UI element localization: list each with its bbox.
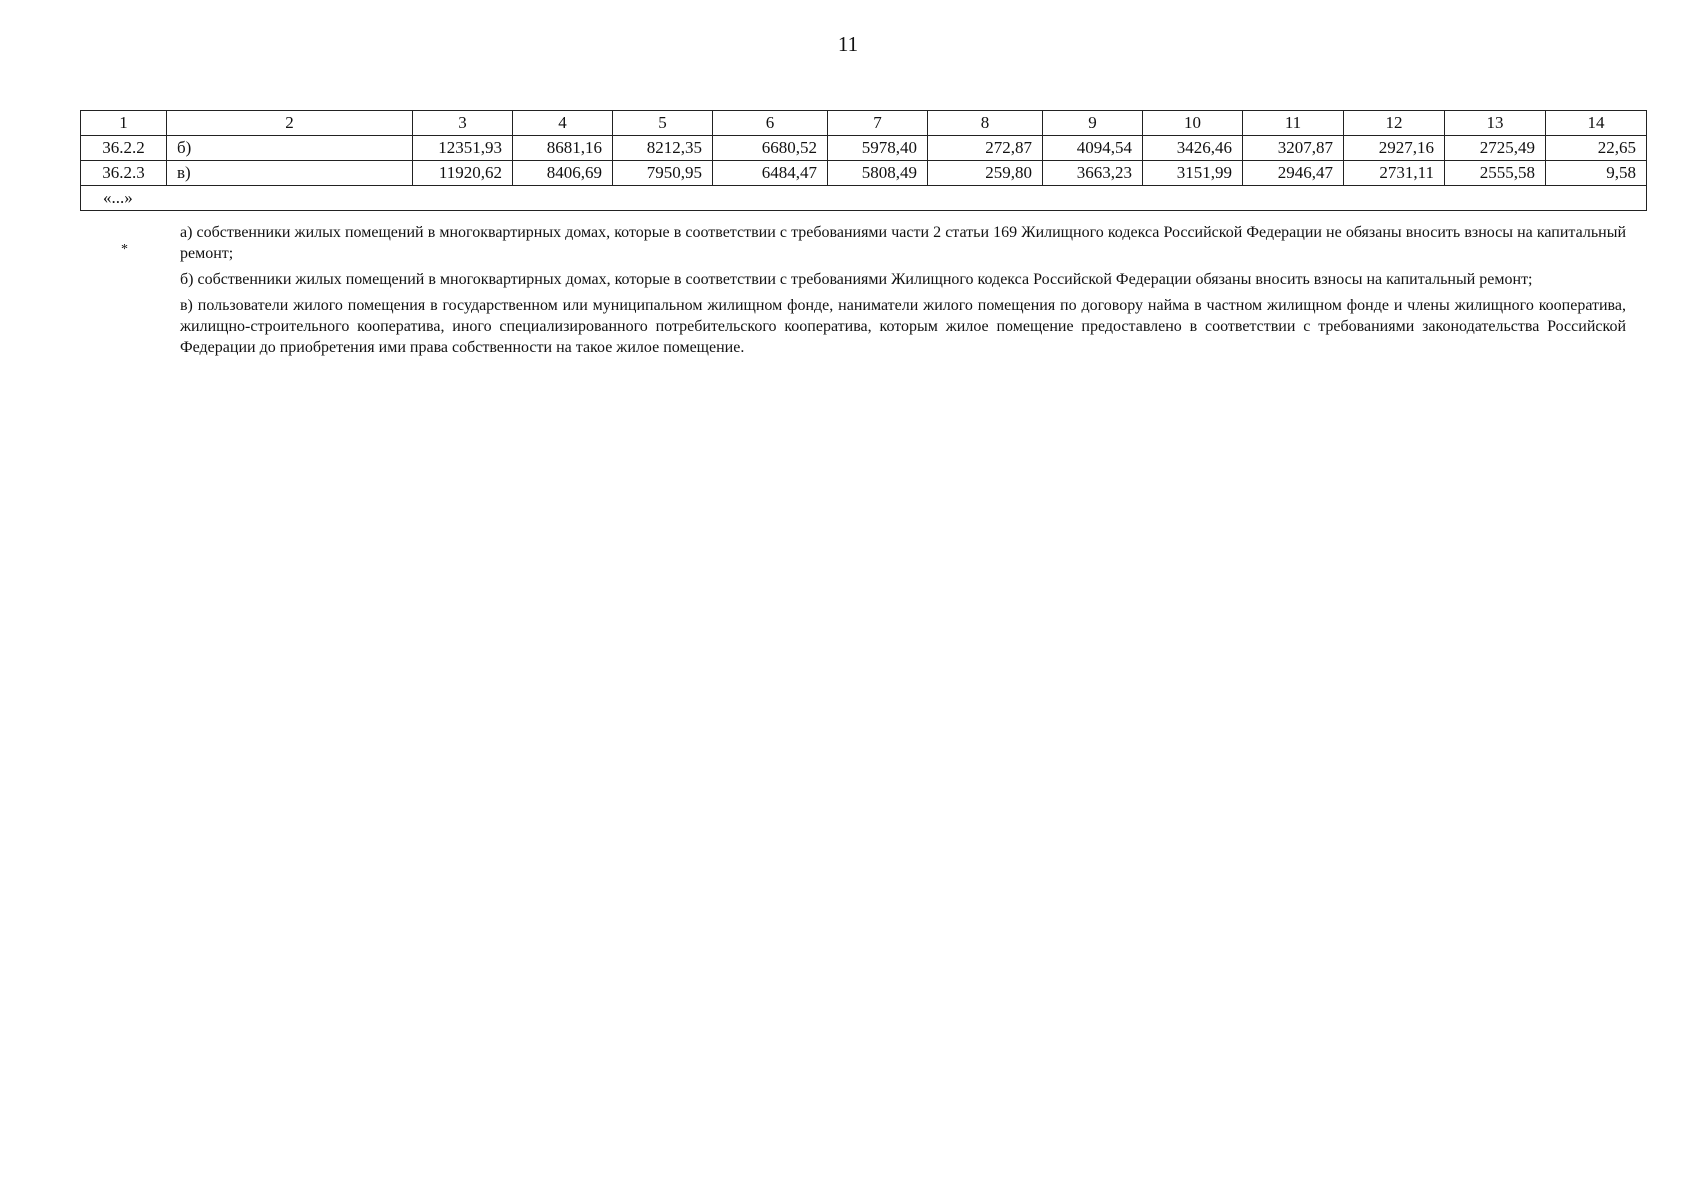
cell-value: 7950,95: [613, 161, 713, 186]
row-code: 36.2.3: [81, 161, 167, 186]
column-header: 4: [513, 111, 613, 136]
cell-value: 5808,49: [828, 161, 928, 186]
column-header: 6: [713, 111, 828, 136]
cell-value: 2946,47: [1243, 161, 1344, 186]
cell-value: 3151,99: [1143, 161, 1243, 186]
cell-value: 12351,93: [413, 136, 513, 161]
header-row: [81, 111, 1647, 136]
continuation-marker: «...»: [81, 186, 1647, 211]
column-header: 1: [81, 111, 167, 136]
column-header: 7: [828, 111, 928, 136]
column-header: 8: [928, 111, 1043, 136]
cell-value: 5978,40: [828, 136, 928, 161]
footnote-block: [180, 222, 1626, 363]
cell-value: 8212,35: [613, 136, 713, 161]
column-header: 13: [1445, 111, 1546, 136]
continuation-row: [81, 186, 1647, 211]
cell-value: 3426,46: [1143, 136, 1243, 161]
column-header: 12: [1344, 111, 1445, 136]
cell-value: 259,80: [928, 161, 1043, 186]
column-header: 11: [1243, 111, 1344, 136]
column-header: 9: [1043, 111, 1143, 136]
row-label: в): [167, 161, 413, 186]
cell-value: 2725,49: [1445, 136, 1546, 161]
cell-value: 2731,11: [1344, 161, 1445, 186]
footnote-marker: *: [121, 242, 128, 257]
column-header: 14: [1546, 111, 1647, 136]
column-header: 5: [613, 111, 713, 136]
row-code: 36.2.2: [81, 136, 167, 161]
cell-value: 11920,62: [413, 161, 513, 186]
footnote-item: б) собственники жилых помещений в многоквартирных домах, которые в соответствии с требованиями Жилищного кодекса Российской Федерации обязаны вносить взносы на капитальный ремонт;: [180, 271, 1533, 288]
footnote-item: а) собственники жилых помещений в многоквартирных домах, которые в соответствии с требованиями части 2 статьи 169 Жилищного кодекса Российской Федерации не обязаны вносить взносы на капитальный ремонт;: [180, 224, 1626, 262]
cell-value: 4094,54: [1043, 136, 1143, 161]
cell-value: 272,87: [928, 136, 1043, 161]
cell-value: 6680,52: [713, 136, 828, 161]
row-label: б): [167, 136, 413, 161]
tariff-table: [80, 110, 1647, 211]
cell-value: 2927,16: [1344, 136, 1445, 161]
table-row: [81, 136, 1647, 161]
cell-value: 8681,16: [513, 136, 613, 161]
cell-value: 3663,23: [1043, 161, 1143, 186]
cell-value: 8406,69: [513, 161, 613, 186]
column-header: 3: [413, 111, 513, 136]
table-row: [81, 161, 1647, 186]
column-header: 10: [1143, 111, 1243, 136]
cell-value: 6484,47: [713, 161, 828, 186]
column-header: 2: [167, 111, 413, 136]
page-number: 11: [837, 32, 859, 56]
cell-value: 2555,58: [1445, 161, 1546, 186]
cell-value: 9,58: [1546, 161, 1647, 186]
footnote-item: в) пользователи жилого помещения в государственном или муниципальном жилищном фонде, наниматели жилого помещения по договору найма в частном жилищном фонде и члены жилищного кооператива, жилищно-строительного кооператива, иного специализированного потребительского кооператива, которым жилое помещение предоставлено в соответствии с требованиями законодательства Российской Федерации до приобретения ими права собственности на такое жилое помещение.: [180, 297, 1626, 356]
cell-value: 22,65: [1546, 136, 1647, 161]
cell-value: 3207,87: [1243, 136, 1344, 161]
